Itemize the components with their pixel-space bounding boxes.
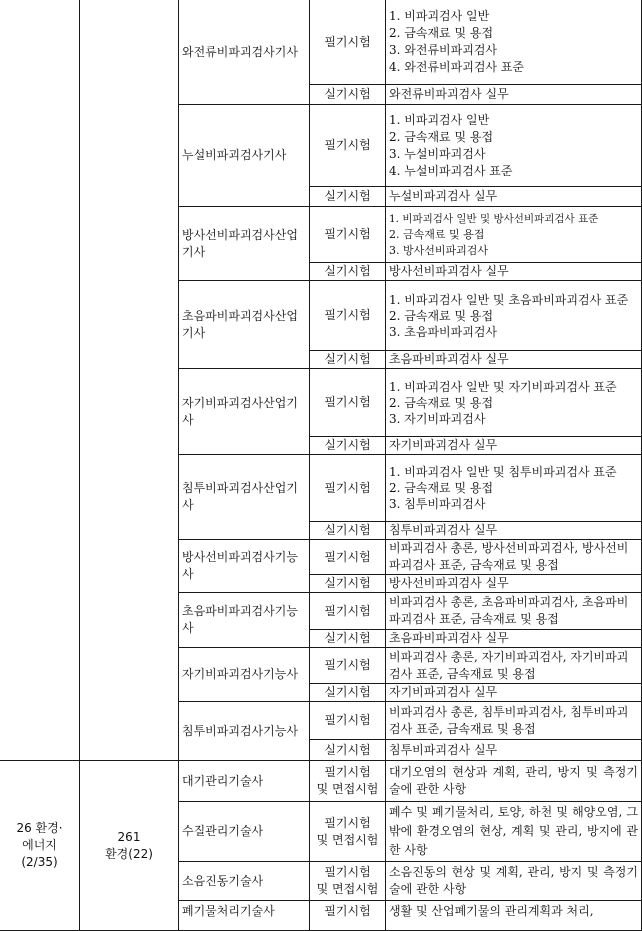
exam-type: 실기시험	[310, 522, 386, 540]
subject-line: 3. 방사선비파괴검사	[389, 243, 488, 257]
exam-subjects: 소음진동의 현상 및 계획, 관리, 방지 및 측정기술에 관한 사항	[386, 862, 642, 901]
exam-subjects	[386, 455, 642, 522]
exam-type: 실기시험	[310, 575, 386, 593]
exam-type: 실기시험	[310, 187, 386, 207]
exam-type	[310, 761, 386, 802]
exam-subjects: 와전류비파괴검사 실무	[386, 85, 642, 105]
exam-subjects: 폐수 및 폐기물처리, 토양, 하천 및 해양오염, 그 밖에 환경오염의 현상, 계획 및 관리, 방지에 관한 사항	[386, 802, 642, 862]
category-line: 26 환경·	[16, 821, 63, 835]
exam-type	[310, 862, 386, 901]
exam-subjects: 침투비파괴검사 실무	[386, 740, 642, 761]
exam-type	[310, 901, 386, 931]
exam-type: 실기시험	[310, 740, 386, 761]
exam-type-line: 및 면접시험	[316, 832, 379, 847]
table-row	[0, 761, 642, 802]
category-cell	[0, 761, 80, 931]
subject-line: 2. 금속재료 및 용접	[389, 129, 494, 144]
subject-line: 2. 금속재료 및 용접	[389, 227, 485, 241]
exam-type: 필기시험	[310, 105, 386, 187]
subject-line: 3. 누설비파괴검사	[389, 146, 486, 161]
exam-subjects: 방사선비파괴검사 실무	[386, 263, 642, 281]
exam-subjects	[386, 369, 642, 437]
subject-line: 3. 자기비파괴검사	[389, 411, 486, 426]
exam-type: 필기시험	[310, 540, 386, 575]
exam-subjects	[386, 281, 642, 351]
qualification-name: 폐기물처리기술사	[179, 901, 310, 931]
qualification-name: 초음파비파괴검사기능사	[179, 593, 310, 648]
exam-type: 필기시험	[310, 648, 386, 684]
subject-line: 3. 침투비파괴검사	[389, 497, 486, 511]
exam-type: 필기시험	[310, 593, 386, 630]
exam-subjects: 비파괴검사 총론, 침투비파괴검사, 침투비파괴검사 표준, 금속재료 및 용접	[386, 702, 642, 740]
qualification-name: 자기비파괴검사기능사	[179, 648, 310, 702]
exam-type: 필기시험	[310, 369, 386, 437]
subcategory-cell	[80, 761, 179, 931]
qualification-name: 소음진동기술사	[179, 862, 310, 901]
exam-type: 필기시험	[310, 281, 386, 351]
exam-subjects: 비파괴검사 총론, 자기비파괴검사, 자기비파괴검사 표준, 금속재료 및 용접	[386, 648, 642, 684]
subject-line: 3. 와전류비파괴검사	[389, 43, 498, 57]
subject-line: 1. 비파괴검사 일반 및 자기비파괴검사 표준	[389, 379, 617, 394]
category-line: 에너지	[22, 838, 57, 852]
qualification-name: 침투비파괴검사기능사	[179, 702, 310, 761]
exam-type: 실기시험	[310, 437, 386, 455]
subcategory-line: 환경(22)	[105, 846, 153, 861]
subject-line: 4. 와전류비파괴검사 표준	[389, 60, 524, 74]
qualification-name: 초음파비파괴검사산업기사	[179, 281, 310, 369]
exam-subjects	[386, 0, 642, 85]
qualification-name: 와전류비파괴검사기사	[179, 0, 310, 105]
qualification-name: 침투비파괴검사산업기사	[179, 455, 310, 540]
table-row	[0, 0, 642, 85]
subcategory-line: 261	[117, 829, 141, 844]
exam-type: 실기시험	[310, 85, 386, 105]
exam-subjects	[386, 105, 642, 187]
exam-type: 실기시험	[310, 263, 386, 281]
subject-line: 1. 비파괴검사 일반 및 초음파비파괴검사 표준	[389, 292, 629, 307]
exam-subjects	[386, 207, 642, 263]
qualification-name: 누설비파괴검사기사	[179, 105, 310, 207]
subject-line: 2. 금속재료 및 용접	[389, 481, 494, 495]
subject-line: 1. 비파괴검사 일반 및 침투비파괴검사 표준	[389, 465, 617, 479]
qualification-name: 수질관리기술사	[179, 802, 310, 862]
qualification-name: 자기비파괴검사산업기사	[179, 369, 310, 455]
exam-type: 필기시험	[310, 702, 386, 740]
exam-subjects: 대기오염의 현상과 계획, 관리, 방지 및 측정기술에 관한 사항	[386, 761, 642, 802]
exam-type: 필기시험	[310, 455, 386, 522]
subject-line: 1. 비파괴검사 일반 및 방사선비파괴검사 표준	[389, 212, 599, 225]
exam-subjects: 생활 및 산업폐기물의 관리계획과 처리,	[386, 901, 642, 931]
exam-type: 필기시험	[310, 0, 386, 85]
subject-line: 1. 비파괴검사 일반	[389, 9, 490, 23]
exam-subjects: 방사선비파괴검사 실무	[386, 575, 642, 593]
qualification-name: 방사선비파괴검사기능사	[179, 540, 310, 593]
exam-type: 실기시험	[310, 630, 386, 648]
exam-type: 필기시험	[310, 207, 386, 263]
category-cell-continued	[0, 0, 80, 761]
subject-line: 2. 금속재료 및 용접	[389, 308, 494, 323]
subject-line: 4. 누설비파괴검사 표준	[389, 163, 513, 178]
subject-line: 2. 금속재료 및 용접	[389, 26, 494, 40]
exam-type-line: 필기시험	[324, 815, 371, 830]
exam-subjects: 자기비파괴검사 실무	[386, 684, 642, 702]
subject-line: 2. 금속재료 및 용접	[389, 395, 494, 410]
exam-subjects: 비파괴검사 총론, 초음파비파괴검사, 초음파비파괴검사 표준, 금속재료 및 용접	[386, 593, 642, 630]
exam-type	[310, 802, 386, 862]
exam-subjects: 초음파비파괴검사 실무	[386, 630, 642, 648]
exam-subjects: 초음파비파괴검사 실무	[386, 351, 642, 369]
exam-type-line: 및 면접시험	[316, 782, 379, 796]
exam-subjects: 침투비파괴검사 실무	[386, 522, 642, 540]
subject-line: 3. 초음파비파괴검사	[389, 324, 498, 339]
exam-type: 실기시험	[310, 351, 386, 369]
qualification-name: 대기관리기술사	[179, 761, 310, 802]
subcategory-cell-continued	[80, 0, 179, 761]
exam-type: 실기시험	[310, 684, 386, 702]
exam-subjects: 자기비파괴검사 실무	[386, 437, 642, 455]
category-line: (2/35)	[21, 855, 58, 869]
qualification-name: 방사선비파괴검사산업기사	[179, 207, 310, 281]
exam-type-line: 필기시험	[324, 865, 371, 879]
exam-type-line: 필기시험	[324, 765, 371, 779]
exam-type-line: 및 면접시험	[316, 882, 379, 896]
exam-type-line: 필기시험	[324, 904, 371, 918]
exam-subjects: 누설비파괴검사 실무	[386, 187, 642, 207]
exam-subjects: 비파괴검사 총론, 방사선비파괴검사, 방사선비파괴검사 표준, 금속재료 및 용접	[386, 540, 642, 575]
subject-line: 1. 비파괴검사 일반	[389, 112, 490, 127]
